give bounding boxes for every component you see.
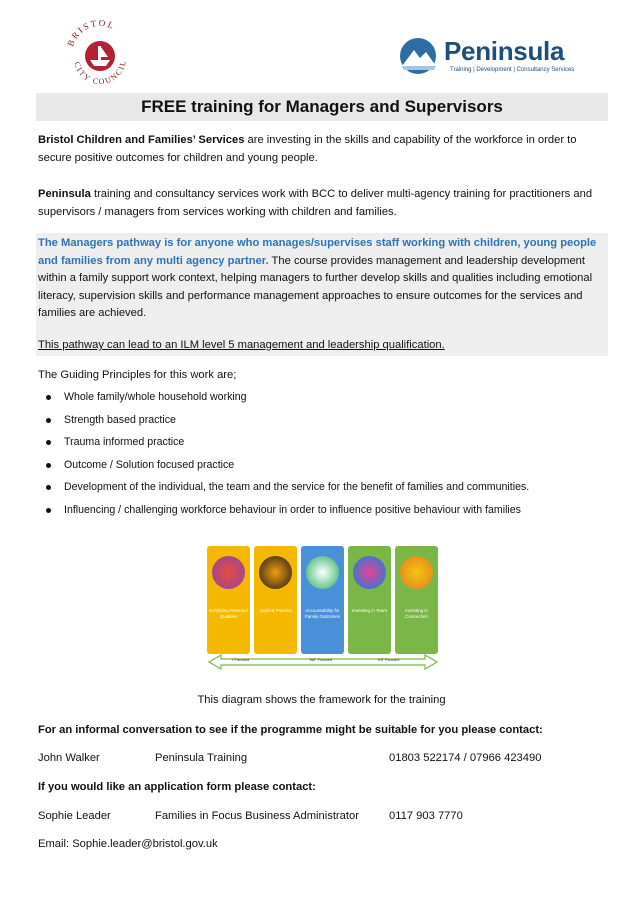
bullet-icon <box>46 508 51 513</box>
focus-double-arrow <box>207 654 439 670</box>
contact2-org: Families in Focus Business Administrator <box>155 810 359 822</box>
ilm-qualification-text: This pathway can lead to an ILM level 5 management and leadership qualification. <box>38 339 445 351</box>
intro-p2-text: training and consultancy services work with BCC to deliver multi-agency training for practitioners and supervisors / managers from services working with children and families. <box>38 188 593 218</box>
column-label: Accountability for Family Outcomes <box>304 608 340 619</box>
principles-heading: The Guiding Principles for this work are; <box>38 369 237 381</box>
list-item-text: Strength based practice <box>64 413 176 426</box>
pathway-body-text: The course provides management and leadership development within a family support work context, helping managers to further develop skills and qualities including emotional literacy, supervision skills and performance management approaches to ensure outcomes for the services and families are achieved. <box>38 254 593 319</box>
svg-text:CITY COUNCIL: CITY COUNCIL <box>72 58 129 87</box>
list-item <box>38 412 608 435</box>
principles-list <box>38 389 608 525</box>
pathway-paragraph <box>38 235 608 323</box>
contact1-phone: 01803 522174 / 07966 423490 <box>389 752 542 764</box>
framework-column-accountability <box>301 546 344 654</box>
pathway-blue-text: The Managers pathway is for anyone who manages/supervises staff working with children, young people and families from any multi agency partner. <box>38 237 597 267</box>
list-item <box>38 434 608 457</box>
intro-p2-bold: Peninsula <box>38 188 91 200</box>
list-item <box>38 502 608 525</box>
contact1-org: Peninsula Training <box>155 752 248 764</box>
peninsula-logo <box>398 36 588 78</box>
page-title: FREE training for Managers and Supervisors <box>36 93 608 121</box>
peninsula-tagline: Training | Development | Consultancy Services <box>450 67 575 73</box>
list-item-text: Development of the individual, the team and the service for the benefit of families and communities. <box>64 481 530 494</box>
bullet-icon <box>46 463 51 468</box>
framework-caption: This diagram shows the framework for the training <box>197 694 446 706</box>
contact2-phone: 0117 903 7770 <box>389 810 463 822</box>
framework-column-investing-team <box>348 546 391 654</box>
framework-diagram <box>207 546 439 680</box>
column-label: Investing in Team <box>352 608 387 613</box>
bullet-icon <box>46 440 51 445</box>
personal-qualities-icon <box>212 556 245 589</box>
intro-p1-bold: Bristol Children and Families’ Services <box>38 134 245 146</box>
bullet-icon <box>46 418 51 423</box>
arrow-label-us: 'US' Focused <box>377 658 400 662</box>
list-item <box>38 389 608 412</box>
contact2-name: Sophie Leader <box>38 810 111 822</box>
team-icon <box>353 556 386 589</box>
svg-text:BRISTOL: BRISTOL <box>65 17 117 48</box>
column-label: Applied Practice <box>259 608 292 613</box>
framework-column-personal-qualities <box>207 546 250 654</box>
bullet-icon <box>46 485 51 490</box>
list-item-text: Outcome / Solution focused practice <box>64 458 235 471</box>
list-item <box>38 479 608 502</box>
bristol-city-council-logo <box>60 12 140 92</box>
intro-paragraph-2 <box>38 186 608 221</box>
contact-email[interactable]: Email: Sophie.leader@bristol.gov.uk <box>38 838 218 850</box>
contact1-name: John Walker <box>38 752 100 764</box>
applied-practice-icon <box>259 556 292 589</box>
list-item-text: Influencing / challenging workforce behaviour in order to influence positive behaviour with families <box>64 503 521 516</box>
peninsula-name: Peninsula <box>444 36 565 66</box>
column-label: Exhibiting Personal Qualities <box>209 608 248 619</box>
arrow-label-we: 'WE' Focused <box>309 658 333 662</box>
list-item-text: Trauma informed practice <box>64 436 185 449</box>
bullet-icon <box>46 395 51 400</box>
application-form-heading: If you would like an application form please contact: <box>38 781 316 793</box>
list-item-text: Whole family/whole household working <box>64 391 247 403</box>
framework-column-investing-connection <box>395 546 438 654</box>
intro-paragraph-1 <box>38 132 608 167</box>
intro-p1-text: are investing in the skills and capability of the workforce in order to secure positive outcomes for children and young people. <box>38 134 577 164</box>
informal-contact-heading: For an informal conversation to see if the programme might be suitable for you please contact: <box>38 724 543 736</box>
column-label: Investing in Connection <box>405 608 428 619</box>
list-item <box>38 457 608 480</box>
peninsula-mountain-icon <box>398 36 442 76</box>
family-outcomes-icon <box>306 556 339 589</box>
arrow-label-i: 'I' Focused <box>231 658 250 662</box>
framework-column-applied-practice <box>254 546 297 654</box>
connection-icon <box>400 556 433 589</box>
